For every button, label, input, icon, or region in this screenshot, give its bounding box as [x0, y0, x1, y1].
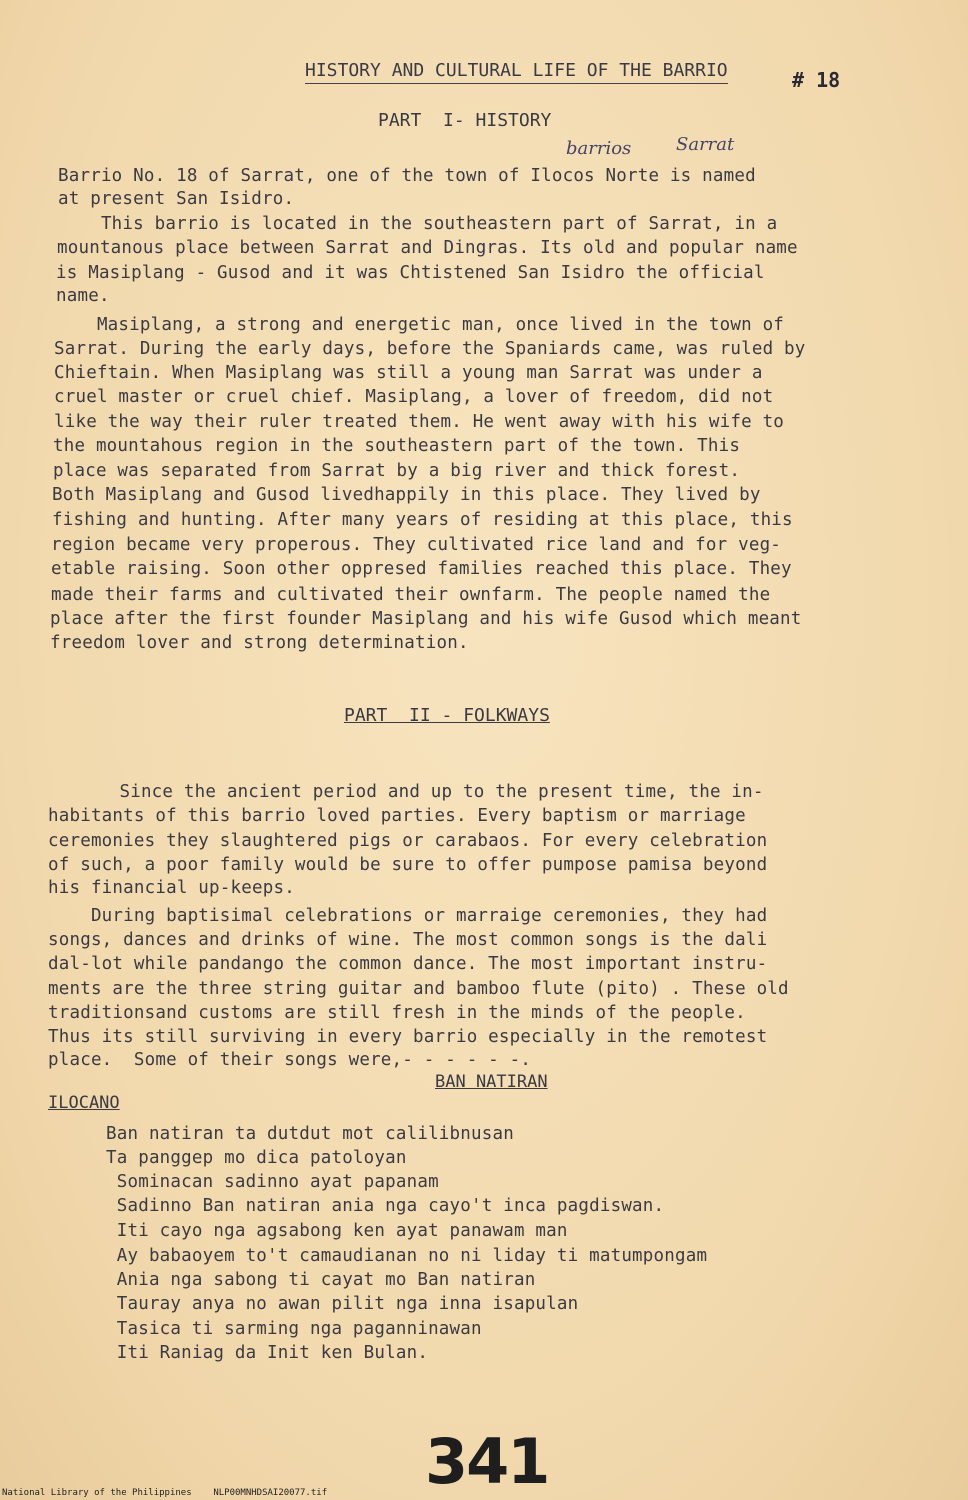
lyric-line: Tasica ti sarming nga paganninawan [106, 1319, 482, 1339]
part1-line: fishing and hunting. After many years of residing at this place, this [52, 510, 793, 530]
lyric-line: Ania nga sabong ti cayat mo Ban natiran [106, 1270, 536, 1290]
lyric-line: Tauray anya no awan pilit nga inna isapulan [106, 1294, 579, 1314]
lyric-line: Ta panggep mo dica patoloyan [106, 1148, 407, 1168]
part1-line: Sarrat. During the early days, before the Spaniards came, was ruled by [54, 339, 806, 359]
lyric-line: Ban natiran ta dutdut mot calilibnusan [106, 1124, 514, 1144]
lyric-line: Iti Raniag da Init ken Bulan. [106, 1343, 429, 1363]
part2-line: ments are the three string guitar and bamboo flute (pito) . These old [48, 979, 789, 999]
part1-line: Masiplang, a strong and energetic man, once lived in the town of [54, 315, 785, 335]
part2-line: songs, dances and drinks of wine. The most common songs is the dali [48, 930, 768, 950]
part2-line: place. Some of their songs were,- - - - - -. [48, 1050, 532, 1070]
part1-line: Chieftain. When Masiplang was still a young man Sarrat was under a [54, 363, 763, 383]
part1-line: is Masiplang - Gusod and it was Chtistened San Isidro the official [56, 263, 765, 283]
song-language: ILOCANO [48, 1093, 120, 1113]
part2-line: traditionsand customs are still fresh in the minds of the people. [48, 1003, 746, 1023]
part2-line: Thus its still surviving in every barrio especially in the remotest [48, 1027, 768, 1047]
part1-line: made their farms and cultivated their ownfarm. The people named the [51, 585, 771, 605]
part2-heading: PART II - FOLKWAYS [344, 705, 550, 726]
part1-line: the mountahous region in the southeastern part of the town. This [53, 436, 741, 456]
part1-line: mountanous place between Sarrat and Dingras. Its old and popular name [57, 238, 798, 258]
stamped-page-number: 341 [425, 1425, 549, 1498]
part1-line: etable raising. Soon other oppresed families reached this place. They [51, 559, 792, 579]
archive-footer: National Library of the Philippines NLP00MNHDSAI20077.tif [2, 1488, 328, 1498]
page-number: # 18 [792, 68, 841, 92]
part1-line: Both Masiplang and Gusod livedhappily in this place. They lived by [52, 485, 761, 505]
part2-line: ceremonies they slaughtered pigs or carabaos. For every celebration [48, 831, 768, 851]
song-title: BAN NATIRAN [435, 1072, 548, 1092]
handwritten-barrios: barrios [566, 138, 632, 159]
document-title: HISTORY AND CULTURAL LIFE OF THE BARRIO [305, 60, 728, 84]
part2-line: Since the ancient period and up to the present time, the in- [98, 782, 764, 802]
part2-line: During baptisimal celebrations or marraige ceremonies, they had [48, 906, 768, 926]
lyric-line: Ay babaoyem to't camaudianan no ni liday ti matumpongam [106, 1246, 708, 1266]
part2-line: habitants of this barrio loved parties. Every baptism or marriage [48, 806, 746, 826]
part1-line: Barrio No. 18 of Sarrat, one of the town of Ilocos Norte is named [58, 166, 756, 186]
part1-line: name. [56, 286, 110, 306]
part1-line: freedom lover and strong determination. [50, 633, 469, 653]
part1-line: cruel master or cruel chief. Masiplang, a lover of freedom, did not [54, 387, 774, 407]
part1-line: region became very properous. They cultivated rice land and for veg- [51, 535, 782, 555]
lyric-line: Iti cayo nga agsabong ken ayat panawam man [106, 1221, 568, 1241]
part2-line: dal-lot while pandango the common dance. The most important instru- [48, 954, 768, 974]
part2-line: his financial up-keeps. [48, 878, 295, 898]
part2-line: of such, a poor family would be sure to offer pumpose pamisa beyond [48, 855, 768, 875]
part1-line: place after the first founder Masiplang and his wife Gusod which meant [50, 609, 802, 629]
part1-line: like the way their ruler treated them. He went away with his wife to [54, 412, 785, 432]
part1-line: This barrio is located in the southeastern part of Sarrat, in a [58, 214, 778, 234]
part1-line: place was separated from Sarrat by a big river and thick forest. [53, 461, 741, 481]
lyric-line: Sominacan sadinno ayat papanam [106, 1172, 439, 1192]
part1-line: at present San Isidro. [58, 189, 295, 209]
lyric-line: Sadinno Ban natiran ania nga cayo't inca pagdiswan. [106, 1196, 665, 1216]
part1-heading: PART I- HISTORY [378, 110, 552, 131]
handwritten-sarrat: Sarrat [676, 134, 735, 155]
